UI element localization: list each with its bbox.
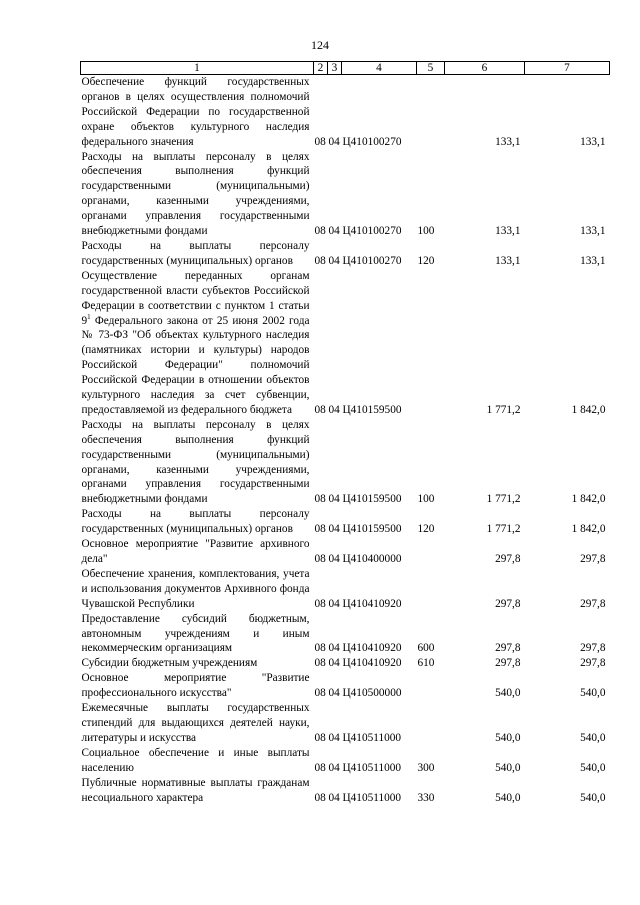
- header-col-6: 6: [445, 62, 525, 75]
- row-name: Расходы на выплаты персоналу в целях обеспечения выполнения функций государственными (муниципальными) органами, казенными учреждениями, органами управления государственными внебюджетными фондами: [81, 150, 310, 238]
- row-target-code: Ц410100270: [342, 225, 402, 238]
- row-amount-1: 297,8: [495, 597, 521, 610]
- row-target-code: Ц410410920: [342, 657, 402, 670]
- row-amount-1: 540,0: [495, 761, 521, 774]
- row-name-part: Федерального закона от 25 июня 2002 года № 73-ФЗ "Об объектах культурного наследия (памятниках истории и культуры) народов Российской Федерации" полномочий Российской Федерации в отношении объектов культурного наследия за счет субвенции, предоставляемой из федерального бюджета: [81, 314, 310, 416]
- row-amount-1: 297,8: [495, 553, 521, 565]
- row-expense-type: [417, 75, 445, 150]
- row-amount-1: 133,1: [495, 225, 521, 238]
- row-name: Основное мероприятие "Развитие архивного дела": [81, 538, 310, 565]
- row-subsection: 04: [328, 731, 340, 744]
- row-name: Расходы на выплаты персоналу в целях обеспечения выполнения функций государственными (муниципальными) органами, казенными учреждениями, органами управления государственными внебюджетными фондами: [81, 418, 310, 506]
- row-name: Основное мероприятие "Развитие профессионального искусства": [81, 672, 310, 700]
- row-expense-type: [417, 701, 445, 746]
- row-amount-2: 133,1: [580, 254, 606, 267]
- row-amount-1: 297,8: [495, 657, 521, 670]
- row-amount-1: 540,0: [495, 687, 521, 700]
- row-amount-1: 1 771,2: [486, 523, 521, 536]
- row-expense-type: [417, 269, 445, 418]
- row-subsection: 04: [328, 761, 340, 774]
- row-target-code: Ц410400000: [342, 553, 402, 565]
- row-subsection: 04: [328, 597, 340, 610]
- row-target-code: Ц410511000: [342, 761, 402, 774]
- table-row: [81, 239, 610, 269]
- row-target-code: Ц410100270: [342, 135, 402, 148]
- row-name: Расходы на выплаты персоналу государственных (муниципальных) органов: [81, 239, 310, 267]
- header-col-1: 1: [81, 62, 314, 75]
- row-amount-2: 540,0: [580, 731, 606, 744]
- row-target-code: Ц410159500: [342, 493, 402, 506]
- row-amount-2: 297,8: [580, 642, 606, 655]
- row-expense-type: [417, 567, 445, 612]
- row-amount-1: 1 771,2: [486, 493, 521, 506]
- table-row: [81, 746, 610, 776]
- row-subsection: 04: [328, 657, 340, 670]
- row-target-code: Ц410500000: [342, 687, 402, 700]
- row-amount-2: 1 842,0: [571, 493, 606, 506]
- row-name: Субсидии бюджетным учреждениям: [81, 657, 258, 670]
- row-target-code: Ц410410920: [342, 597, 402, 610]
- row-section: 08: [314, 731, 326, 744]
- row-target-code: Ц410511000: [342, 731, 402, 744]
- table-row: [81, 537, 610, 567]
- table-row: [81, 507, 610, 537]
- row-section: 08: [314, 523, 326, 536]
- row-section: 08: [314, 135, 326, 148]
- row-expense-type: 300: [417, 761, 435, 774]
- row-subsection: 04: [328, 642, 340, 655]
- row-amount-1: 133,1: [495, 254, 521, 267]
- row-name: Социальное обеспечение и иные выплаты населению: [81, 746, 310, 774]
- row-expense-type: 330: [417, 791, 435, 804]
- row-target-code: Ц410159500: [342, 523, 402, 536]
- row-section: 08: [314, 403, 326, 416]
- row-amount-2: 1 842,0: [571, 523, 606, 536]
- row-amount-2: 297,8: [580, 657, 606, 670]
- row-amount-2: 540,0: [580, 761, 606, 774]
- table-row: [81, 418, 610, 507]
- row-section: 08: [314, 657, 326, 670]
- row-section: 08: [314, 761, 326, 774]
- row-name: Ежемесячные выплаты государственных стипендий для выдающихся деятелей науки, литературы и искусства: [81, 702, 310, 744]
- row-amount-1: 540,0: [495, 731, 521, 744]
- row-name: Расходы на выплаты персоналу государственных (муниципальных) органов: [81, 508, 310, 536]
- table-row: [81, 701, 610, 746]
- table-row: [81, 656, 610, 671]
- row-name: Обеспечение функций государственных органов в целях осуществления полномочий Российской Федерации по государственной охране объектов культурного наследия федерального значения: [81, 76, 310, 148]
- row-section: 08: [314, 597, 326, 610]
- row-subsection: 04: [328, 523, 340, 536]
- row-subsection: 04: [328, 135, 340, 148]
- row-section: 08: [314, 553, 326, 565]
- row-name: Предоставление субсидий бюджетным, автономным учреждениям и иным некоммерческим организациям: [81, 612, 310, 655]
- row-section: 08: [314, 254, 326, 267]
- page-number: 124: [311, 38, 329, 52]
- row-subsection: 04: [328, 553, 340, 565]
- row-section: 08: [314, 642, 326, 655]
- table-row: [81, 150, 610, 239]
- row-subsection: 04: [328, 403, 340, 416]
- header-col-4: 4: [342, 62, 417, 75]
- row-amount-2: 297,8: [580, 597, 606, 610]
- table-row: [81, 776, 610, 806]
- table-row: [81, 612, 610, 657]
- row-amount-2: 297,8: [580, 553, 606, 565]
- header-col-3: 3: [328, 62, 342, 75]
- row-name-part: Осуществление переданных органам государственной власти субъектов Российской Федерации в соответствии с пунктом 1 статьи 9: [81, 269, 310, 327]
- row-expense-type: 600: [417, 642, 435, 655]
- row-subsection: 04: [328, 493, 340, 506]
- row-amount-1: 1 771,2: [486, 403, 521, 416]
- table-row: [81, 671, 610, 701]
- row-expense-type: [417, 671, 445, 701]
- row-target-code: Ц410100270: [342, 254, 402, 267]
- row-section: 08: [314, 493, 326, 506]
- header-col-5: 5: [417, 62, 445, 75]
- row-amount-1: 133,1: [495, 135, 521, 148]
- row-section: 08: [314, 225, 326, 238]
- row-subsection: 04: [328, 791, 340, 804]
- column-number-header: [81, 62, 610, 75]
- row-expense-type: 100: [417, 225, 435, 238]
- row-name: Публичные нормативные выплаты гражданам несоциального характера: [81, 776, 310, 804]
- row-expense-type: 100: [417, 493, 435, 506]
- row-section: 08: [314, 791, 326, 804]
- row-subsection: 04: [328, 225, 340, 238]
- row-amount-2: 1 842,0: [571, 403, 606, 416]
- row-name: [81, 269, 314, 418]
- footnote-superscript: 1: [87, 312, 91, 321]
- table-row: [81, 269, 610, 418]
- header-col-7: 7: [525, 62, 610, 75]
- header-col-2: 2: [314, 62, 328, 75]
- row-amount-1: 540,0: [495, 791, 521, 804]
- row-subsection: 04: [328, 254, 340, 267]
- row-target-code: Ц410511000: [342, 791, 402, 804]
- budget-table: [80, 61, 610, 805]
- row-expense-type: 610: [417, 657, 435, 670]
- row-amount-2: 540,0: [580, 791, 606, 804]
- row-section: 08: [314, 687, 326, 700]
- row-expense-type: 120: [417, 523, 435, 536]
- row-expense-type: 120: [417, 254, 435, 267]
- table-row: [81, 567, 610, 612]
- row-subsection: 04: [328, 687, 340, 700]
- row-amount-2: 133,1: [580, 135, 606, 148]
- row-target-code: Ц410410920: [342, 642, 402, 655]
- row-expense-type: [417, 537, 445, 567]
- row-name: Обеспечение хранения, комплектования, учета и использования документов Архивного фонда Чувашской Республики: [81, 567, 310, 610]
- row-amount-2: 540,0: [580, 687, 606, 700]
- table-row: [81, 75, 610, 150]
- row-amount-1: 297,8: [495, 642, 521, 655]
- row-target-code: Ц410159500: [342, 403, 402, 416]
- row-amount-2: 133,1: [580, 225, 606, 238]
